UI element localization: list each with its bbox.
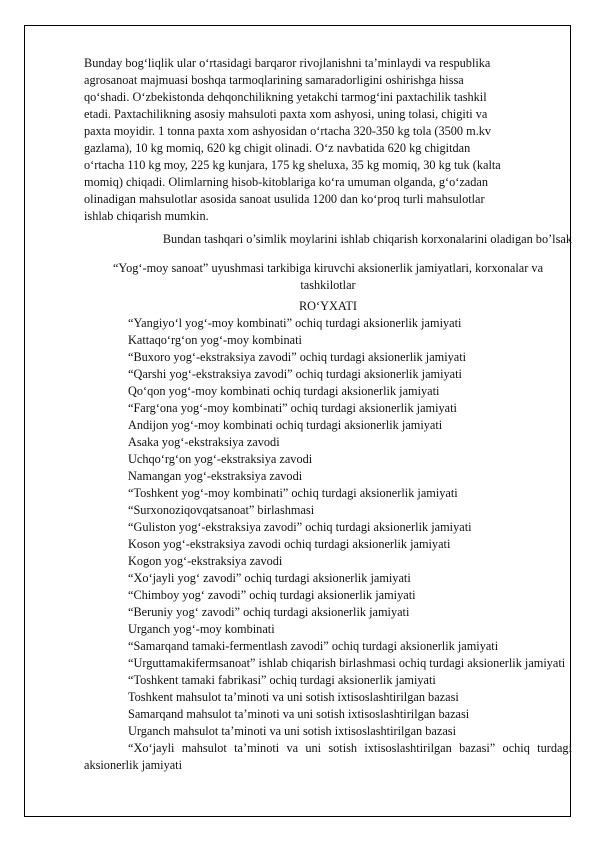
list-item: “Beruniy yog‘ zavodi” ochiq turdagi aksionerlik jamiyati	[128, 605, 410, 620]
list-item: Qo‘qon yog‘-moy kombinati ochiq turdagi aksionerlik jamiyati	[128, 384, 440, 399]
intro-line: qo‘shadi. O‘zbekistonda dehqonchilikning yetakchi tarmog‘ini paxtachilik tashkil	[84, 90, 487, 104]
intro-line: paxta moyidir. 1 tonna paxta xom ashyosidan o‘rtacha 320-350 kg tola (3500 m.kv	[84, 124, 492, 138]
list-item: “Toshkent yog‘-moy kombinati” ochiq turdagi aksionerlik jamiyati	[128, 486, 458, 501]
section-heading: Bundan tashqari o’simlik moylarini ishlab chiqarish korxonalarini oladigan bo’lsak	[162, 232, 572, 246]
intro-line: Bunday bog‘liqlik ular o‘rtasidagi barqaror rivojlanishni ta’minlaydi va respublika	[84, 56, 491, 70]
intro-line: o‘rtacha 110 kg moy, 225 kg kunjara, 175 kg sheluxa, 35 kg momiq, 30 kg tuk (kalta	[84, 158, 501, 172]
intro-line: ishlab chiqarish mumkin.	[84, 209, 209, 223]
list-item: “Surxonoziqovqatsanoat” birlashmasi	[128, 503, 315, 518]
list-item: Toshkent mahsulot ta’minoti va uni sotish ixtisoslashtirilgan bazasi	[128, 690, 459, 705]
list-item: “Qarshi yog‘-ekstraksiya zavodi” ochiq turdagi aksionerlik jamiyati	[128, 367, 462, 382]
document-body	[84, 55, 572, 774]
list-item: Kogon yog‘-ekstraksiya zavodi	[128, 554, 283, 569]
list-item: Koson yog‘-ekstraksiya zavodi ochiq turdagi aksionerlik jamiyati	[128, 537, 451, 552]
list-item: “Urguttamakifermsanoat” ishlab chiqarish birlashmasi ochiq turdagi aksionerlik jamiyati	[128, 656, 566, 671]
list-item: “Yangiyo‘l yog‘-moy kombinati” ochiq turdagi aksionerlik jamiyati	[128, 316, 462, 331]
subsection-heading: “Yog‘-moy sanoat” uyushmasi tarkibiga kiruvchi aksionerlik jamiyatlari, korxonalar va tashkilotlar	[112, 261, 544, 293]
list-item: Namangan yog‘-ekstraksiya zavodi	[128, 469, 303, 484]
intro-line: agrosanoat majmuasi boshqa tarmoqlarining samaradorligini oshirishga hissa	[84, 73, 464, 87]
list-item: Uchqo‘rg‘on yog‘-ekstraksiya zavodi	[128, 452, 313, 467]
intro-paragraph	[84, 55, 572, 225]
list-item: Kattaqo‘rg‘on yog‘-moy kombinati	[128, 333, 302, 348]
list-item: “Farg‘ona yog‘-moy kombinati” ochiq turdagi aksionerlik jamiyati	[128, 401, 457, 416]
list-item: “Xo‘jayli yog‘ zavodi” ochiq turdagi aksionerlik jamiyati	[128, 571, 411, 586]
list-item: Andijon yog‘-moy kombinati ochiq turdagi aksionerlik jamiyati	[128, 418, 443, 433]
intro-line: momiq) chiqadi. Olimlarning hisob-kitoblariga ko‘ra umuman olganda, g‘o‘zadan	[84, 175, 488, 189]
list-item: “Toshkent tamaki fabrikasi” ochiq turdagi aksionerlik jamiyati	[128, 673, 436, 688]
intro-line: etadi. Paxtachilikning asosiy mahsuloti paxta xom ashyosi, uning tolasi, chigiti va	[84, 107, 488, 121]
list-item: “Buxoro yog‘-ekstraksiya zavodi” ochiq turdagi aksionerlik jamiyati	[128, 350, 467, 365]
list-item: “Xo‘jayli mahsulot ta’minoti va uni sotish ixtisoslashtirilgan bazasi” ochiq turdagi aksionerlik jamiyati	[84, 741, 572, 773]
list-item: Asaka yog‘-ekstraksiya zavodi	[128, 435, 280, 450]
list-item: “Chimboy yog‘ zavodi” ochiq turdagi aksionerlik jamiyati	[128, 588, 416, 603]
list-item: Samarqand mahsulot ta’minoti va uni sotish ixtisoslashtirilgan bazasi	[128, 707, 470, 722]
organization-list	[84, 315, 572, 774]
list-item: “Guliston yog‘-ekstraksiya zavodi” ochiq turdagi aksionerlik jamiyati	[128, 520, 472, 535]
list-item: Urganch yog‘-moy kombinati	[128, 622, 275, 637]
intro-line: gazlama), 10 kg momiq, 620 kg chigit olinadi. O‘z navbatida 620 kg chigitdan	[84, 141, 471, 155]
list-item: “Samarqand tamaki-fermentlash zavodi” ochiq turdagi aksionerlik jamiyati	[128, 639, 499, 654]
list-title: RO‘YXATI	[298, 299, 358, 314]
intro-line: olinadigan mahsulotlar asosida sanoat usulida 1200 dan ko‘proq turli mahsulotlar	[84, 192, 485, 206]
list-item: Urganch mahsulot ta’minoti va uni sotish ixtisoslashtirilgan bazasi	[128, 724, 456, 739]
